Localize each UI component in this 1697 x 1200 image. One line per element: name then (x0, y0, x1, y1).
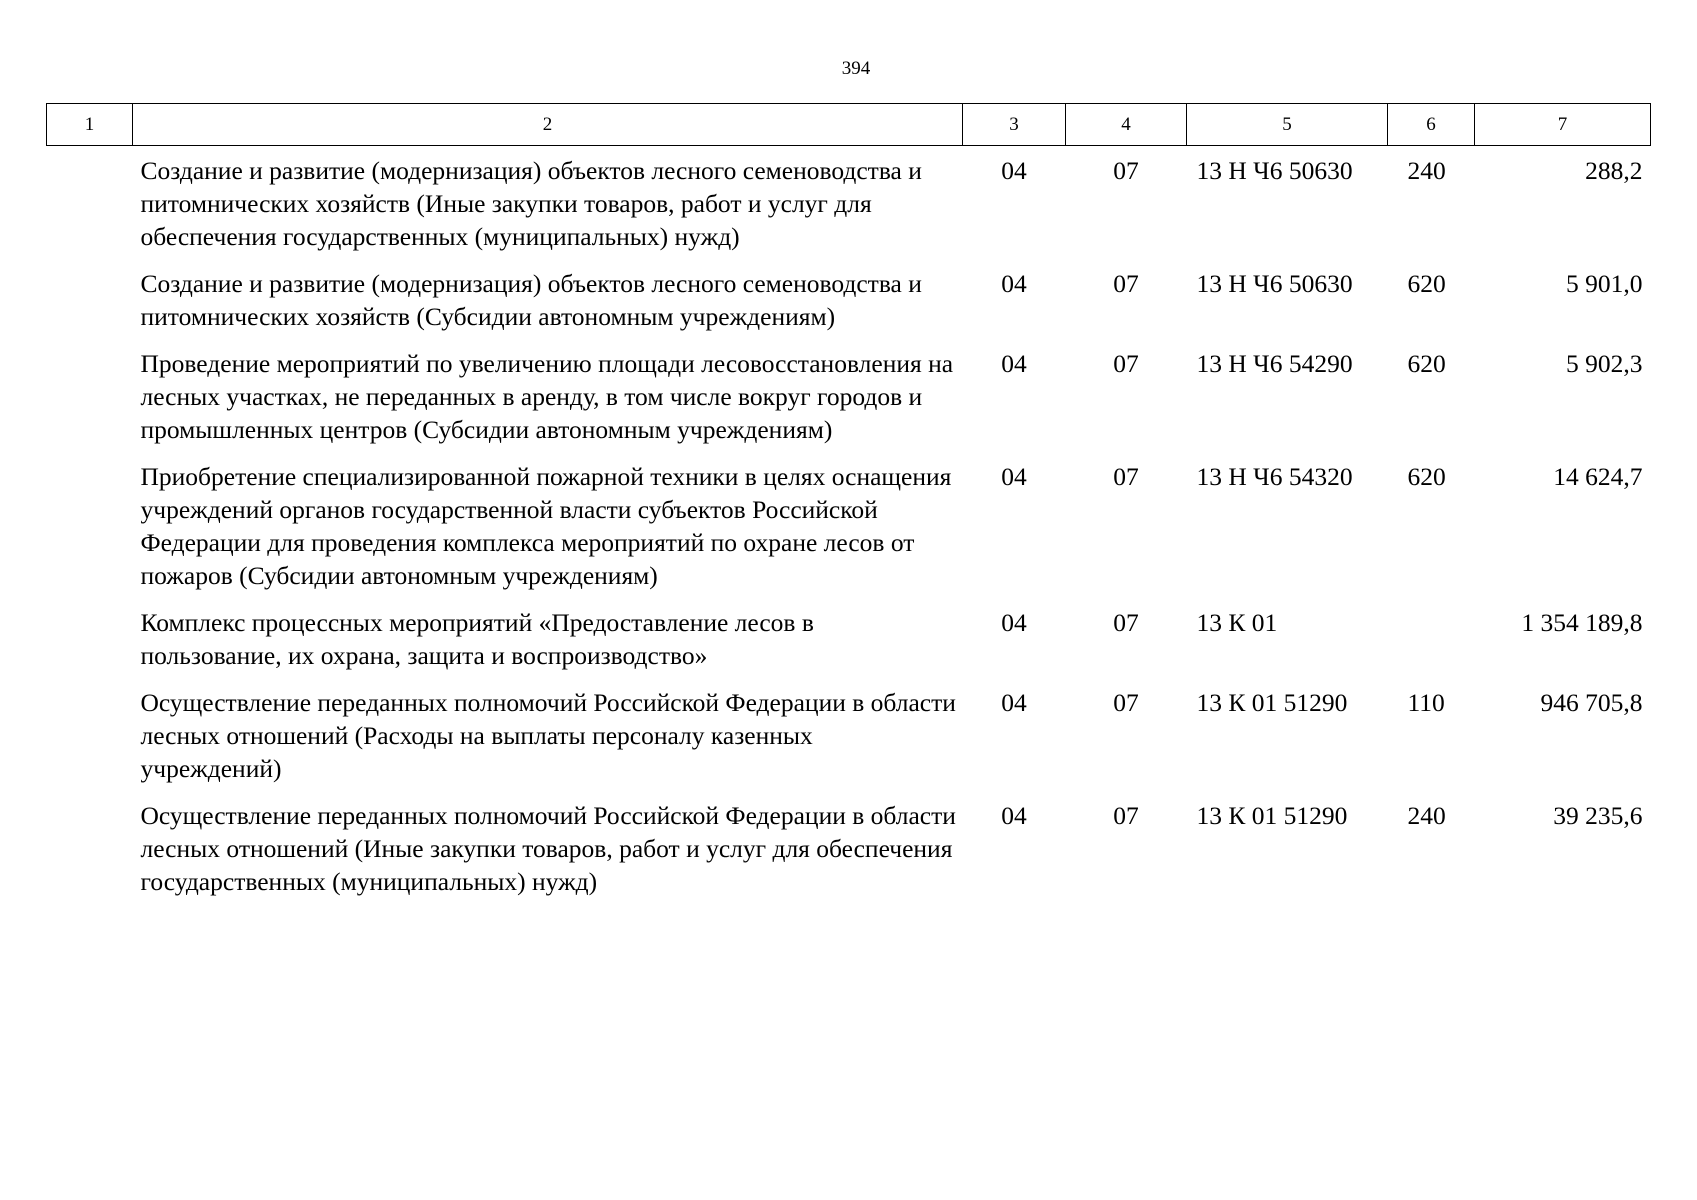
row-subsection: 07 (1113, 269, 1139, 298)
row-description: Комплекс процессных мероприятий «Предоставление лесов в пользование, их охрана, защита и воспроизводство» (140, 608, 814, 670)
row-amount: 5 902,3 (1566, 349, 1643, 378)
page-number: 394 (841, 58, 871, 79)
row-description: Приобретение специализированной пожарной техники в целях оснащения учреждений органов государственной власти субъектов Российской Федерации для проведения комплекса мероприятий по охране лесов от пожаров (Субсидии автономным учреждениям) (140, 462, 952, 590)
table-row (47, 686, 1651, 799)
row-amount: 288,2 (1585, 156, 1643, 185)
row-target-article: 13 К 01 51290 (1196, 688, 1348, 717)
row-subsection: 07 (1113, 608, 1139, 637)
row-expense-type (1388, 606, 1475, 686)
row-number (47, 146, 133, 268)
table-row (47, 460, 1651, 606)
row-expense-type: 620 (1407, 462, 1446, 491)
table-row (47, 146, 1651, 268)
column-header-7: 7 (1475, 104, 1651, 146)
budget-table (46, 103, 1651, 912)
table-header (47, 104, 1651, 146)
row-section: 04 (1001, 269, 1027, 298)
row-expense-type: 240 (1407, 156, 1446, 185)
row-expense-type: 620 (1407, 269, 1446, 298)
row-expense-type: 240 (1407, 801, 1446, 830)
row-number (47, 799, 133, 912)
row-description: Создание и развитие (модернизация) объектов лесного семеноводства и питомнических хозяйств (Субсидии автономным учреждениям) (140, 269, 922, 331)
row-section: 04 (1001, 688, 1027, 717)
row-amount: 14 624,7 (1553, 462, 1643, 491)
row-description: Осуществление переданных полномочий Российской Федерации в области лесных отношений (Расходы на выплаты персоналу казенных учреждений) (140, 688, 956, 783)
table-row (47, 347, 1651, 460)
column-header-4: 4 (1066, 104, 1187, 146)
row-description: Осуществление переданных полномочий Российской Федерации в области лесных отношений (Иные закупки товаров, работ и услуг для обеспечения государственных (муниципальных) нужд) (140, 801, 956, 896)
column-header-2: 2 (133, 104, 963, 146)
table-body (47, 146, 1651, 913)
row-section: 04 (1001, 349, 1027, 378)
row-expense-type: 110 (1407, 688, 1445, 717)
row-section: 04 (1001, 801, 1027, 830)
column-header-5: 5 (1187, 104, 1388, 146)
row-amount: 1 354 189,8 (1521, 608, 1643, 637)
row-amount: 946 705,8 (1540, 688, 1643, 717)
table-row (47, 267, 1651, 347)
row-amount: 5 901,0 (1566, 269, 1643, 298)
row-subsection: 07 (1113, 688, 1139, 717)
column-header-6: 6 (1388, 104, 1475, 146)
row-section: 04 (1001, 156, 1027, 185)
row-expense-type: 620 (1407, 349, 1446, 378)
row-target-article: 13 Н Ч6 50630 (1196, 156, 1353, 185)
row-subsection: 07 (1113, 462, 1139, 491)
row-description: Проведение мероприятий по увеличению площади лесовосстановления на лесных участках, не переданных в аренду, в том числе вокруг городов и промышленных центров (Субсидии автономным учреждениям) (140, 349, 954, 444)
row-number (47, 347, 133, 460)
row-number (47, 267, 133, 347)
row-number (47, 686, 133, 799)
row-target-article: 13 К 01 (1196, 608, 1278, 637)
row-number (47, 460, 133, 606)
row-target-article: 13 Н Ч6 50630 (1196, 269, 1353, 298)
table-row (47, 606, 1651, 686)
row-target-article: 13 Н Ч6 54320 (1196, 462, 1353, 491)
row-subsection: 07 (1113, 801, 1139, 830)
row-section: 04 (1001, 462, 1027, 491)
row-description: Создание и развитие (модернизация) объектов лесного семеноводства и питомнических хозяйств (Иные закупки товаров, работ и услуг для обеспечения государственных (муниципальных) нужд) (140, 156, 922, 251)
column-header-3: 3 (963, 104, 1066, 146)
table-row (47, 799, 1651, 912)
row-amount: 39 235,6 (1553, 801, 1643, 830)
row-section: 04 (1001, 608, 1027, 637)
row-subsection: 07 (1113, 349, 1139, 378)
row-subsection: 07 (1113, 156, 1139, 185)
header-row (47, 104, 1651, 146)
row-number (47, 606, 133, 686)
row-target-article: 13 Н Ч6 54290 (1196, 349, 1353, 378)
column-header-1: 1 (47, 104, 133, 146)
row-target-article: 13 К 01 51290 (1196, 801, 1348, 830)
